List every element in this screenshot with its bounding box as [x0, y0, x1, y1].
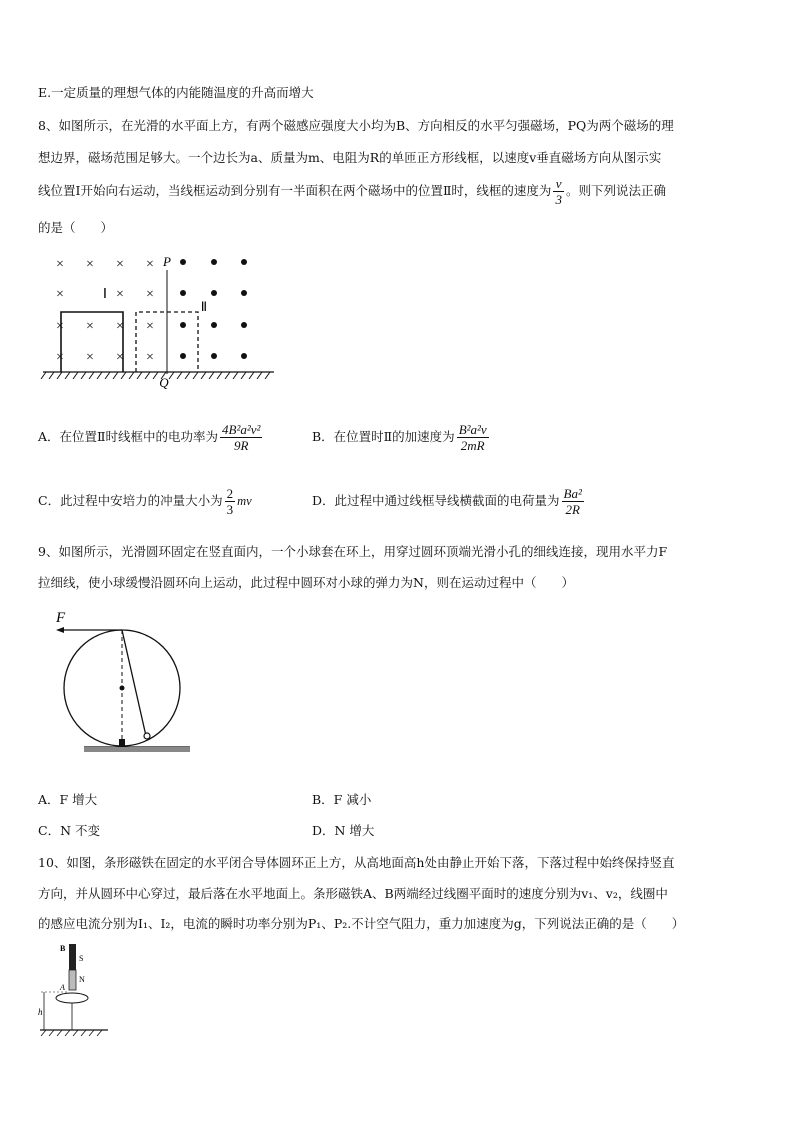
magnet-south-half [69, 970, 76, 990]
q8-magnetic-field-figure [38, 250, 278, 390]
q8-stem-line3-end: 。则下列说法正确 [565, 183, 666, 198]
svg-text:×: × [146, 287, 154, 302]
q8-option-a-fraction [220, 422, 262, 453]
q10-magnet-figure [38, 940, 128, 1040]
svg-text:×: × [116, 287, 124, 302]
q8-stem-line2: 想边界，磁场范围足够大。一个边长为a、质量为m、电阻为R的单匝正方形线框，以速度v垂直磁场方向从图示实 [38, 150, 662, 165]
force-f-label: F [56, 610, 66, 626]
q9-option-a: A．F 增大 [38, 792, 98, 807]
q8-stem-line3-text: 线位置Ⅰ开始向右运动，当线框运动到分别有一半面积在两个磁场中的位置Ⅱ时，线框的速度为 [38, 183, 552, 198]
q9-option-d: D．N 增大 [312, 823, 375, 838]
magnet-end-a-label: A [60, 983, 65, 992]
q9-stem-line1: 9、如图所示，光滑圆环固定在竖直面内，一个小球套在环上，用穿过圆环顶端光滑小孔的细线连接，现用水平力F [38, 544, 668, 559]
magnet-n-label: N [79, 975, 85, 984]
boundary-q-label: Q [159, 375, 169, 390]
conductor-ring [56, 993, 88, 1003]
svg-text:×: × [146, 350, 154, 365]
q9-option-b: B．F 减小 [312, 792, 372, 807]
arrowhead-icon [56, 627, 64, 633]
q8-option-c-fraction [225, 486, 236, 517]
magnet-s-label: S [79, 954, 84, 963]
svg-text:×: × [86, 257, 94, 272]
q8-option-c-unit: mv [237, 494, 252, 508]
svg-text:×: × [116, 319, 124, 334]
q8-option-c-text: C．此过程中安培力的冲量大小为 [38, 493, 223, 508]
svg-text:×: × [146, 257, 154, 272]
fraction-numerator: Ba² [563, 486, 582, 501]
svg-text:×: × [116, 350, 124, 365]
position-1-label: Ⅰ [102, 287, 108, 302]
svg-text:×: × [86, 350, 94, 365]
q8-stem-line1: 8、如图所示，在光滑的水平面上方，有两个磁感应强度大小均为B、方向相反的水平匀强磁场，PQ为两个磁场的理 [38, 118, 674, 133]
svg-text:×: × [116, 257, 124, 272]
fraction-denominator: 2mR [460, 438, 485, 453]
thread [122, 630, 146, 736]
q9-ring-figure [50, 608, 200, 758]
small-ball [144, 733, 150, 739]
q10-stem-line2: 方向，并从圆环中心穿过，最后落在水平地面上。条形磁铁A、B两端经过线圈平面时的速度分别为v₁、v₂，线圈中 [38, 886, 668, 901]
ring-center [120, 686, 125, 691]
q7-option-e: E.一定质量的理想气体的内能随温度的升高而增大 [38, 85, 314, 100]
fraction-denominator: 2R [565, 502, 580, 517]
q8-option-a [38, 422, 264, 453]
q8-option-b-text: B．在位置时Ⅱ的加速度为 [312, 429, 455, 444]
svg-text:×: × [56, 350, 64, 365]
q10-stem-line1: 10、如图，条形磁铁在固定的水平闭合导体圆环正上方，从高地面高h处由静止开始下落，下落过程中始终保持竖直 [38, 855, 675, 870]
ring-support [119, 739, 125, 747]
svg-text:×: × [56, 319, 64, 334]
q8-option-d [312, 486, 586, 517]
ground-hatching [41, 372, 270, 379]
q8-option-c [38, 486, 252, 517]
q8-option-d-text: D．此过程中通过线框导线横截面的电荷量为 [312, 493, 560, 508]
ground-hatching [41, 1030, 102, 1036]
magnet-end-b-label: B [60, 944, 66, 953]
svg-text:×: × [86, 319, 94, 334]
fraction-numerator: B²a²v [458, 422, 487, 437]
fraction-numerator: 2 [226, 486, 234, 501]
ground-hatching [84, 747, 190, 752]
q8-option-a-text: A．在位置Ⅱ时线框中的电功率为 [38, 429, 219, 444]
q8-option-b [312, 422, 491, 453]
position-2-label: Ⅱ [200, 299, 208, 314]
fraction-denominator: 3 [226, 502, 234, 517]
fraction-numerator: 4B²a²v² [222, 422, 261, 437]
fraction-denominator: 3 [555, 192, 562, 207]
magnet-north-half [69, 944, 76, 970]
cross-marks [56, 257, 154, 365]
svg-text:×: × [146, 319, 154, 334]
q9-stem-line2: 拉细线，使小球缓慢沿圆环向上运动，此过程中圆环对小球的弹力为N，则在运动过程中（ ） [38, 575, 574, 590]
q10-stem-line3: 的感应电流分别为I₁、I₂，电流的瞬时功率分别为P₁、P₂.不计空气阻力，重力加速度为g，下列说法正确的是（ ） [38, 916, 685, 931]
svg-text:×: × [56, 287, 64, 302]
svg-text:×: × [56, 257, 64, 272]
q8-option-d-fraction [562, 486, 584, 517]
fraction-numerator: v [553, 176, 564, 192]
q8-option-b-fraction [457, 422, 489, 453]
velocity-fraction [553, 176, 564, 207]
dot-marks [180, 259, 247, 359]
boundary-p-label: P [163, 254, 171, 269]
q8-stem-line4: 的是（ ） [38, 220, 114, 235]
q8-stem-line3 [38, 176, 666, 207]
height-h-label: h [38, 1007, 43, 1017]
fraction-denominator: 9R [234, 438, 249, 453]
q9-option-c: C．N 不变 [38, 823, 100, 838]
